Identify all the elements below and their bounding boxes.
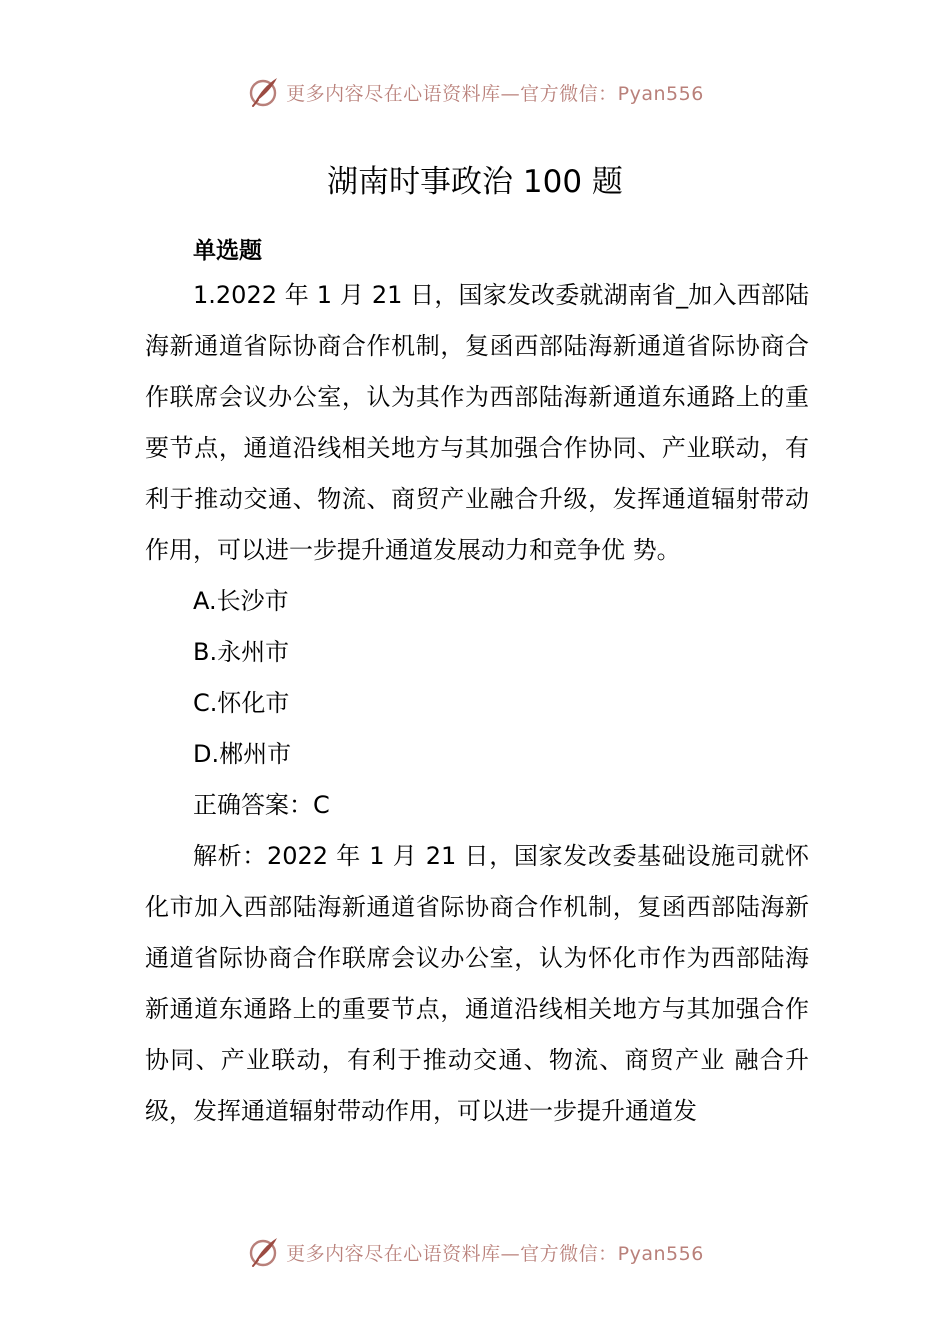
question-text: 1.2022 年 1 月 21 日，国家发改委就湖南省_加入西部陆海新通道省际协商合作机制，复函西部陆海新通道省际协商合作联席会议办公室，认为其作为西部陆海新通道东通路上的重要节点，通道沿线相关地方与其加强合作协同、产业联动，有利于推动交通、物流、商贸产业融合升级，发挥通道辐射带动作用，可以进一步提升通道发展动力和竞争优 势。 <box>145 281 809 564</box>
quill-logo-icon <box>246 75 280 109</box>
page-title: 湖南时事政治 100 题 <box>327 164 623 200</box>
banner-text <box>286 1239 704 1266</box>
document-body <box>145 232 809 1137</box>
option-b: B.永州市 <box>193 638 290 666</box>
option-a: A.长沙市 <box>193 587 289 615</box>
footer-banner <box>0 1230 950 1274</box>
option-d: D.郴州市 <box>193 740 292 768</box>
correct-answer: 正确答案：C <box>193 791 330 819</box>
section-heading: 单选题 <box>193 238 262 264</box>
banner-text <box>286 79 704 106</box>
banner-label: 更多内容尽在心语资料库—官方微信： <box>286 82 618 105</box>
quill-logo-icon <box>246 1235 280 1269</box>
banner-wechat-id: Pyan556 <box>617 1242 704 1265</box>
banner-label: 更多内容尽在心语资料库—官方微信： <box>286 1242 618 1265</box>
banner-wechat-id: Pyan556 <box>617 82 704 105</box>
analysis-text: 解析：2022 年 1 月 21 日，国家发改委基础设施司就怀化市加入西部陆海新通道省际协商合作机制，复函西部陆海新通道省际协商合作联席会议办公室，认为怀化市作为西部陆海新通道东通路上的重要节点，通道沿线相关地方与其加强合作协同、产业联动，有利于推动交通、物流、商贸产业 融合升级，发挥通道辐射带动作用，可以进一步提升通道发 <box>145 842 809 1125</box>
header-banner <box>0 70 950 114</box>
option-c: C.怀化市 <box>193 689 290 717</box>
